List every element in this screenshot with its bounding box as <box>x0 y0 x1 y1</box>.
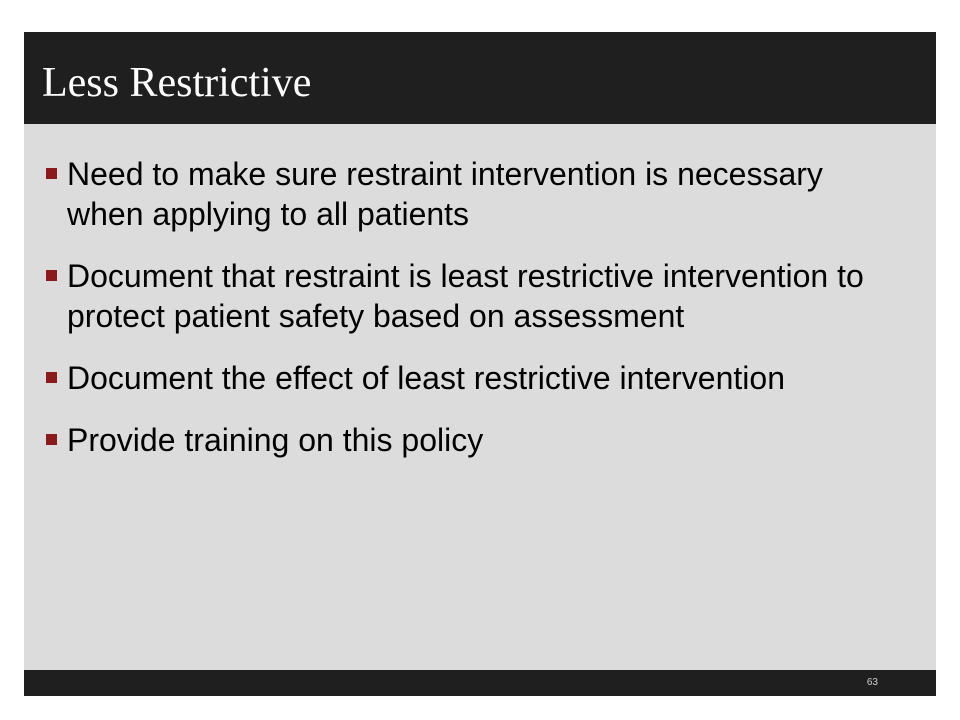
bullet-item <box>46 358 876 398</box>
square-bullet-icon <box>46 434 57 445</box>
bullet-text: Need to make sure restraint intervention is necessary when applying to all patients <box>67 156 823 232</box>
bullet-text: Document the effect of least restrictive intervention <box>67 360 785 396</box>
bullet-item <box>46 256 876 336</box>
bullet-list <box>46 154 876 482</box>
slide-title: Less Restrictive <box>42 60 312 106</box>
page-number: 63 <box>866 677 878 688</box>
bullet-item <box>46 154 876 234</box>
slide <box>24 32 936 696</box>
square-bullet-icon <box>46 372 57 383</box>
square-bullet-icon <box>46 168 57 179</box>
bullet-item <box>46 420 876 460</box>
square-bullet-icon <box>46 270 57 281</box>
bullet-text: Provide training on this policy <box>67 422 484 458</box>
footer-bar <box>24 670 936 696</box>
title-bar <box>24 32 936 124</box>
bullet-text: Document that restraint is least restrictive intervention to protect patient safety based on assessment <box>67 258 864 334</box>
